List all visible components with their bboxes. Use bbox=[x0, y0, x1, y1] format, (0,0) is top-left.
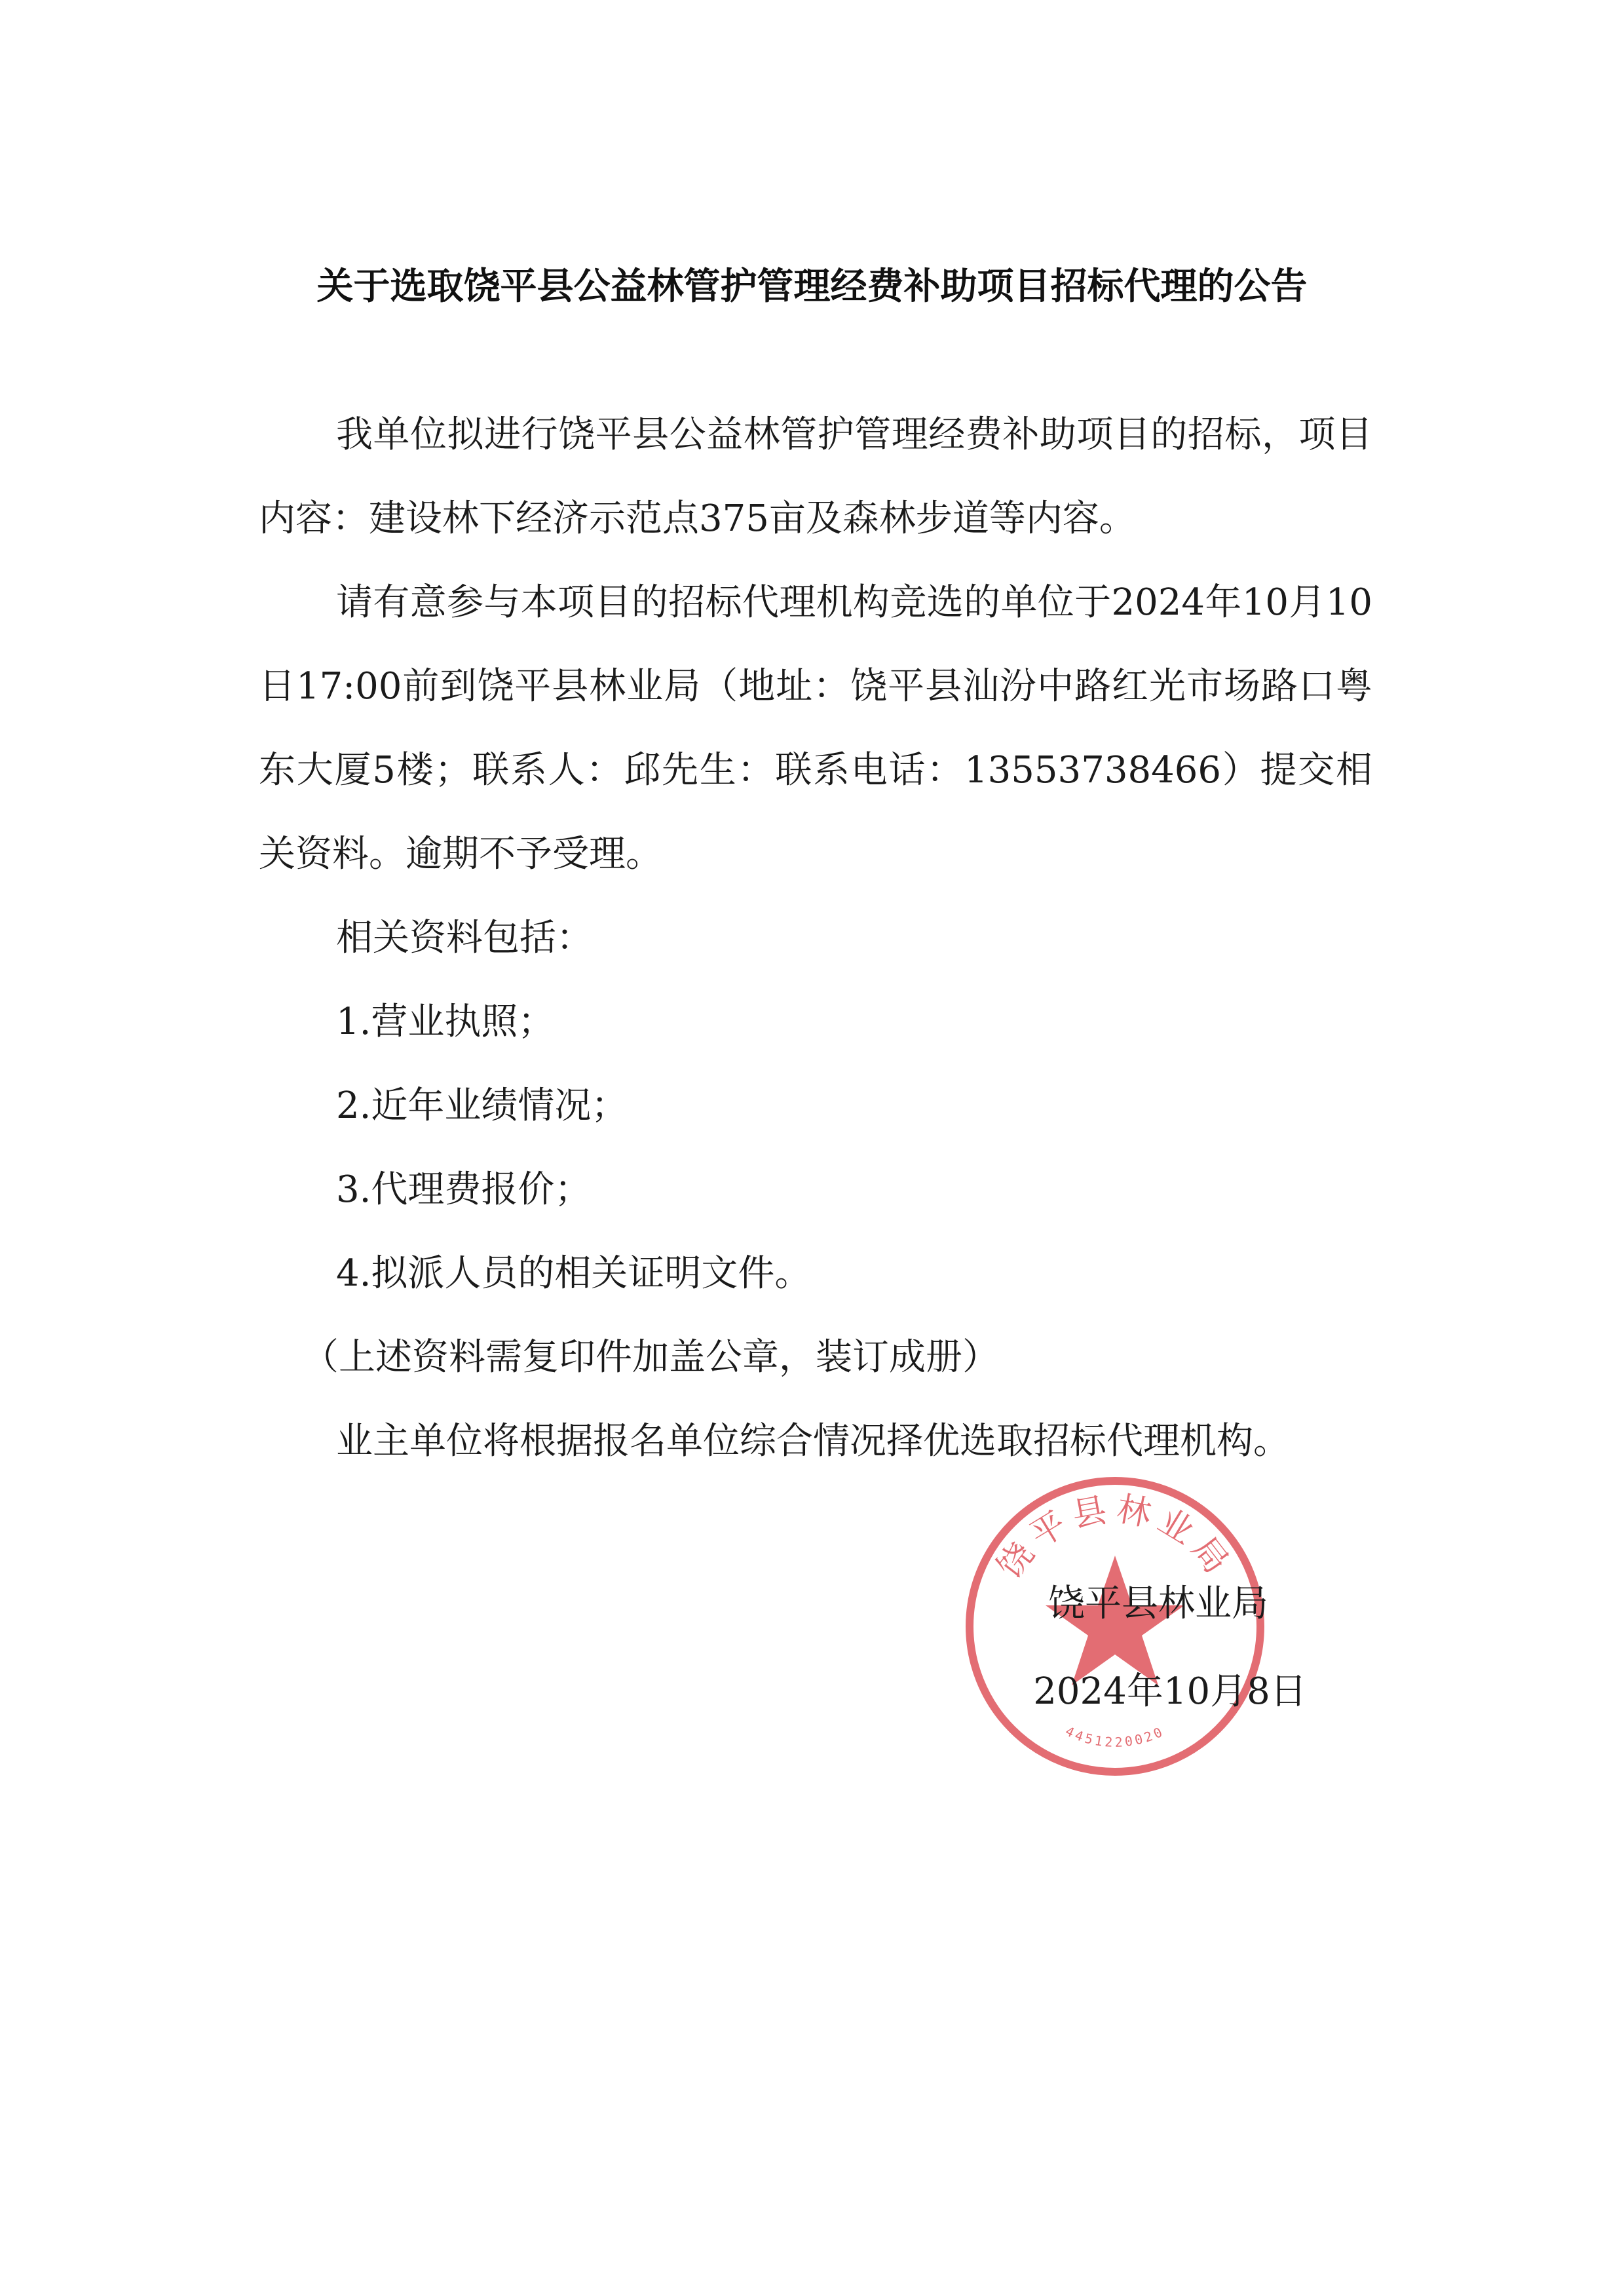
list-item-performance: 2.近年业绩情况； bbox=[336, 1084, 628, 1127]
document-title: 关于选取饶平县公益林管护管理经费补助项目招标代理的公告 bbox=[316, 265, 1308, 308]
paragraph-materials-heading: 相关资料包括： bbox=[336, 917, 593, 959]
list-item-staff-documents: 4.拟派人员的相关证明文件。 bbox=[336, 1252, 812, 1295]
paragraph-selection-note: 业主单位将根据报名单位综合情况择优选取招标代理机构。 bbox=[336, 1420, 1290, 1463]
svg-text:4451220020: 4451220020 bbox=[1063, 1723, 1167, 1750]
paragraph-materials-note: （上述资料需复印件加盖公章，装订成册） bbox=[302, 1336, 999, 1379]
list-item-fee-quote: 3.代理费报价； bbox=[336, 1168, 592, 1211]
paragraph-submission-info: 请有意参与本项目的招标代理机构竞选的单位于2024年10月10日17:00前到饶平县林业局（地址：饶平县汕汾中路红光市场路口粤东大厦5楼；联系人：邱先生：联系电话：13553738466）提交相关资料。逾期不予受理。 bbox=[259, 581, 1372, 875]
list-item-business-license: 1.营业执照； bbox=[336, 1001, 555, 1043]
document-body bbox=[259, 393, 1372, 1483]
paragraph-project-intro: 我单位拟进行饶平县公益林管护管理经费补助项目的招标，项目内容：建设林下经济示范点375亩及森林步道等内容。 bbox=[259, 413, 1372, 540]
svg-text:饶平县林业局: 饶平县林业局 bbox=[990, 1489, 1240, 1586]
signature-organization: 饶平县林业局 bbox=[1048, 1582, 1268, 1625]
signature-date: 2024年10月8日 bbox=[1033, 1670, 1307, 1713]
